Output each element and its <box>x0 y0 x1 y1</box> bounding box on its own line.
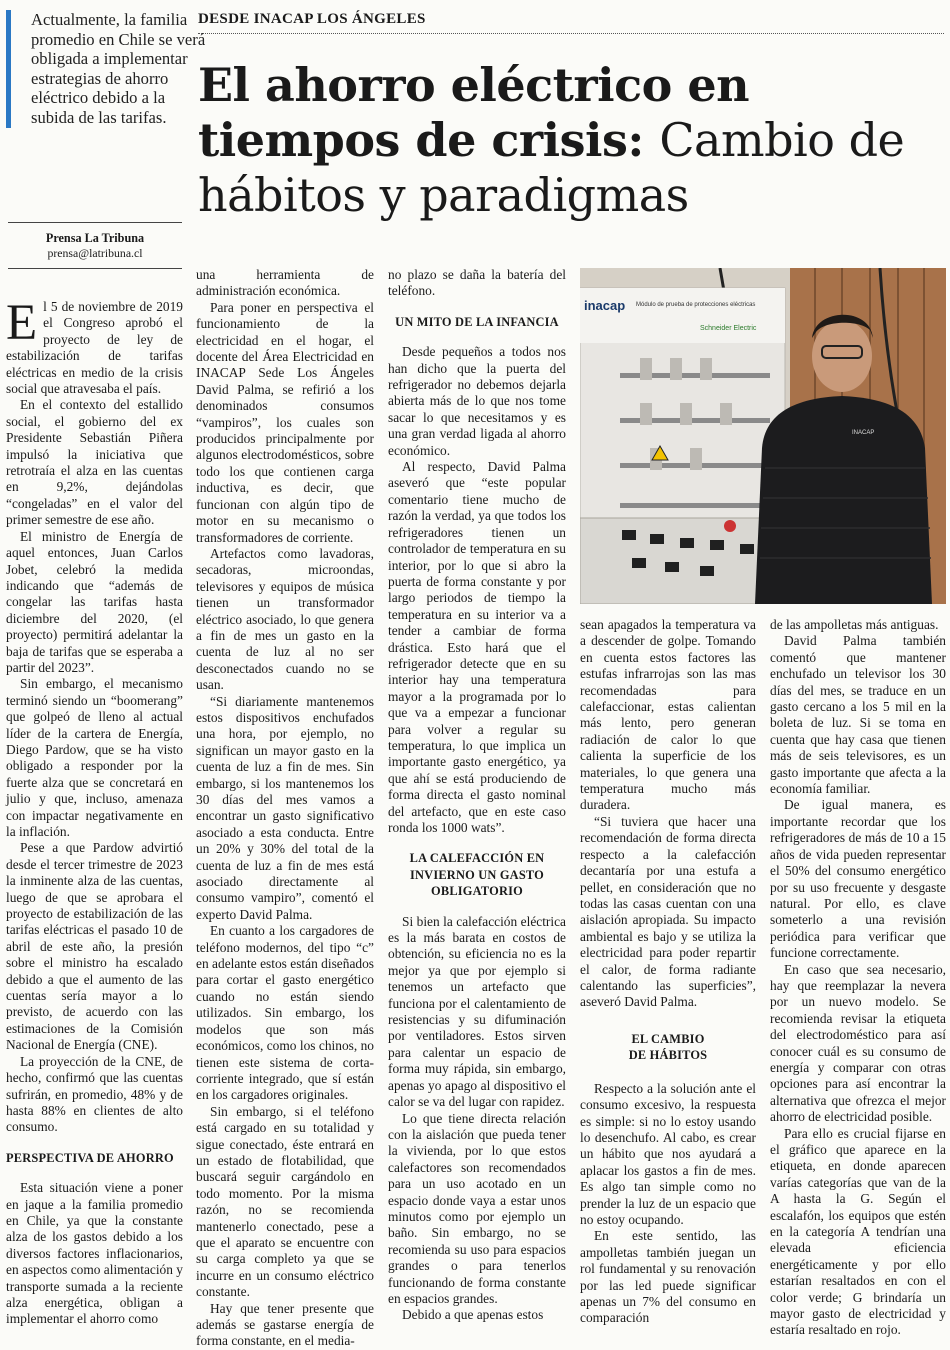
paragraph: Debido a que apenas estos <box>402 1307 544 1323</box>
section-kicker: DESDE INACAP LOS ÁNGELES <box>198 11 426 27</box>
subheading-perspectiva: PERSPECTIVA DE AHORRO <box>6 1150 174 1165</box>
paragraph: La proyección de la CNE, de hecho, confirmó que las cuentas sufrirán, en promedio, 48% y de hasta 88% en clientes de alto consumo. <box>6 1053 183 1135</box>
paragraph: Sin embargo, si el teléfono está cargado en su totalidad y sigue conectado, éste entrará en un estado de flotabilidad, que buscará seguir cargándolo en todo momento. Por la misma razón, no se recomienda mantenerlo conectado, pese a que el aparato se encuentre con su carga completo ya que se incurre en un consumo eléctrico constante. <box>196 1103 374 1300</box>
paragraph: El 5 de noviembre de 2019 el Congreso aprobó el proyecto de ley de estabilización de tarifas eléctricas en medio de la crisis social que atravesaba el país. <box>6 295 183 397</box>
photo-illustration <box>580 268 946 604</box>
jacket-logo: INACAP <box>852 430 875 436</box>
paragraph: una herramienta de administración económica. <box>196 267 374 299</box>
author-email: prensa@latribuna.cl <box>47 246 143 260</box>
article-column-3 <box>388 267 566 1324</box>
paragraph: En caso que sea necesario, hay que reemplazar la nevera por un nuevo modelo. Se recomienda revisar la etiqueta del electrodoméstico para así conocer cuál es su consumo de energía y comparar con otras opciones para así encontrar la alternativa que ofrezca el mejor ahorro de electricidad posible. <box>770 961 946 1125</box>
paragraph: David Palma también comentó que mantener enchufado un televisor los 30 días del mes, se traduce en un gasto cercano a los 5 mil en la boleta de luz. Si se toma en cuenta que hay casa que tienen más de seis televisores, es un gasto importante que afecta a la economía familiar. <box>770 633 946 797</box>
article-column-5 <box>770 617 946 1339</box>
sign-brand: inacap <box>584 298 626 313</box>
subheading-mito: UN MITO DE LA INFANCIA <box>395 314 559 329</box>
headline-normal: Cambio de hábitos y paradigmas <box>198 113 905 222</box>
subheading-calefaccion: LA CALEFACCIÓN EN INVIERNO UN GASTO OBLIGATORIO <box>409 851 545 899</box>
paragraph: Pese a que Pardow advirtió desde el tercer trimestre de 2023 la inminente alza de las cuentas, luego de que se aprobara el proyecto de estabilización de las tarifas eléctricas el pasado 10 de abril de este año, la presión sobre el ministro ha escalado debido a que el aumento de las cuentas sería mayor a lo previsto, de acuerdo con las estimaciones de la Comisión Nacional de Energía (CNE). <box>6 840 183 1053</box>
article-column-1 <box>6 295 183 1328</box>
paragraph: no plazo se daña la batería del teléfono. <box>388 267 566 299</box>
divider <box>8 222 182 223</box>
panel-brand: Schneider Electric <box>700 325 757 332</box>
article-column-2 <box>196 267 374 1350</box>
article-column-4 <box>580 617 756 1327</box>
paragraph: De igual manera, es importante recordar que los refrigeradores de más de 10 a 15 años de vida pueden representar el 50% del consumo energético por su uso frecuente y desgaste natural. Por ello, es clave someterlo a una revisión periódica para verificar que funcione correctamente. <box>770 797 946 961</box>
paragraph: Lo que tiene directa relación con la aislación que pueda tener la vivienda, por lo que estos calefactores son recomendados para un uso acotado en un espacio donde vaya a estar unos minutos como por ejemplo un baño. Sin embargo, no se recomienda su uso para espacios grandes o para tenerlos funcionando de forma constante en espacios grandes. <box>388 1110 566 1306</box>
divider <box>8 268 182 269</box>
paragraph: Esta situación viene a poner en jaque a la familia promedio en Chile, ya que la constante alza de los gastos debido a los diversos factores inflacionarios, en aspectos como alimentación y transporte sumada a la reciente alza energética, obligan a implementar el ahorro como <box>6 1180 183 1327</box>
subheading-cambio: EL CAMBIO DE HÁBITOS <box>628 1031 708 1062</box>
paragraph: Para ello es crucial fijarse en el gráfico que aparece en la etiqueta, en donde aparecen varías categorías que van de la A hasta la G. Según el escalafón, los equipos que estén en la categoría A tendrían una elevada eficiencia energéticamente y por ello estarían resaltados en con el color verde; G brindaría un mayor gasto de electricidad y estaría resaltado en rojo. <box>770 1125 946 1338</box>
byline <box>8 231 182 261</box>
paragraph: En el contexto del estallido social, el gobierno del ex Presidente Sebastián Piñera impulsó la iniciativa que retrotraía el alza en las cuentas en 9,2%, dejándolas “congeladas” en el valor del primer semestre de ese año. <box>6 397 183 528</box>
paragraph: En este sentido, las ampolletas también juegan un rol fundamental y su renovación por las led puede significar apenas un 7% del consumo en comparación <box>580 1228 756 1326</box>
headline-bold: El ahorro eléctrico en tiempos de crisis: <box>198 58 750 167</box>
paragraph: Artefactos como lavadoras, secadoras, microondas, televisores y equipos de música tienen un transformador eléctrico asociado, lo que genera a fin de mes un gasto en la cuenta de luz al no ser desconectados cuando no se usan. <box>196 545 374 693</box>
paragraph: El ministro de Energía de aquel entonces, Juan Carlos Jobet, celebró la medida indicando que “además de congelar las tarifas hasta diciembre del 2020, (el proyecto) permitirá adelantar la baja de tarifas que se esperaba a partir del 2023”. <box>6 528 183 675</box>
paragraph: Desde pequeños a todos nos han dicho que la puerta del refrigerador no debemos dejarla abierta más de lo que nos tome sacar lo que necesitamos y es una gran verdad ligada al ahorro económico. <box>388 344 566 458</box>
article-photo <box>580 268 946 604</box>
paragraph: Sin embargo, el mecanismo terminó siendo un “boomerang” que golpeó de lleno al actual líder de la cartera de Energía, Diego Pardow, que se ha visto obligado a responder por la fuerte alza que se concretará en julio y que, incluso, amenaza con impactar negativamente en la inflación. <box>6 676 183 839</box>
author-name: Prensa La Tribuna <box>45 231 145 245</box>
headline <box>198 58 950 223</box>
pull-quote: Actualmente, la familia promedio en Chile se verá obligada a implementar estrategias de ahorro eléctrico debido a la subida de las tarifas. <box>6 10 209 128</box>
paragraph: sean apagados la temperatura va a descender de golpe. Tomando en cuenta estos factores las estufas infrarrojas son las mas recomendadas para calefaccionar, estas calientan más lento, pero generan radiación de calor lo que calienta la superficie de los materiales, lo que genera una temperatura mucho más duradera. <box>580 617 756 813</box>
paragraph: Si bien la calefacción eléctrica es la más barata en costos de obtención, su eficiencia no es la mejor ya que por ejemplo si tenemos un artefacto que funciona por el calentamiento de resistencias y su difuminación por ventiladores. Estos sirven para calentar un espacio de forma muy rápida, sin embargo, apenas yo apago al dispositivo el calor se va del lugar con rapidez. <box>388 913 566 1110</box>
dotted-divider <box>198 33 944 34</box>
paragraph: “Si diariamente mantenemos estos dispositivos enchufados una hora, por ejemplo, no significan un mayor gasto en la cuenta de luz a fin de mes. Sin embargo, si los mantenemos los 30 días del mes vamos a encontrar un gasto significativo asociado a esta conducta. Entre un 20% y 30% del total de la cuenta de luz a fin de mes está asociado directamente al consumo vampiro”, comentó el experto David Palma. <box>196 693 374 922</box>
sign-caption: Módulo de prueba de protecciones eléctricas <box>636 302 756 308</box>
paragraph: Hay que tener presente que además se gastarse energía de forma constante, en el media- <box>196 1300 374 1349</box>
paragraph: de las ampolletas más antiguas. <box>770 617 939 632</box>
paragraph: Al respecto, David Palma aseveró que “este popular comentario tiene mucho de razón la verdad, ya que todos los refrigeradores tienen un controlador de temperatura en su interior, por lo que si abro la puerta de forma constante y por largo periodos de tiempo la temperatura en su interior va a tender a cambiar de forma drástica. Esto hará que el refrigerador detecte que en su interior hay una temperatura mayor a la programada por lo que va a empezar a funcionar para volver a regular su temperatura, lo que implica un importante gasto energético, ya que ahí se está produciendo de forma directa el gasto nominal del artefacto, que en este caso ronda los 1000 wats”. <box>388 459 566 835</box>
paragraph: En cuanto a los cargadores de teléfono modernos, del tipo “c” en adelante estos están diseñados para cortar el gasto energético cuando no están siendo utilizados. Sin embargo, los modelos que son más económicos, como los chinos, no tienen este sistema de corta-corriente integrado, que sí están en los cargadores originales. <box>196 923 374 1103</box>
paragraph: Respecto a la solución ante el consumo excesivo, la respuesta es simple: si no lo estoy usando lo desenchufo. Al cabo, es crear un hábito que nos ayudará a aplacar los gastos a fin de mes. Es algo tan simple como no prender la luz de un espacio que no estoy ocupando. <box>580 1080 756 1227</box>
paragraph: Para poner en perspectiva el funcionamiento de la electricidad en el hogar, el docente del Área Electricidad en INACAP Sede Los Ángeles David Palma, se refirió a los denominados consumos “vampiros”, los cuales son producidos principalmente por algunos electrodomésticos, sobre todo los que contienen carga inductiva, es decir, que funcionan con algún tipo de motor en su mecanismo o transformadores de corriente. <box>196 299 374 545</box>
drop-cap: E <box>6 295 38 351</box>
paragraph: “Si tuviera que hacer una recomendación de forma directa respecto a la calefacción decantaría por una estufa a pellet, en consideración que no todas las casas cuentan con una aislación apropiada. Su impacto ambiental es bajo y se utiliza la electricidad para poder repartir el calor, de forma radiante calentando las superficies”, aseveró David Palma. <box>580 813 756 1010</box>
